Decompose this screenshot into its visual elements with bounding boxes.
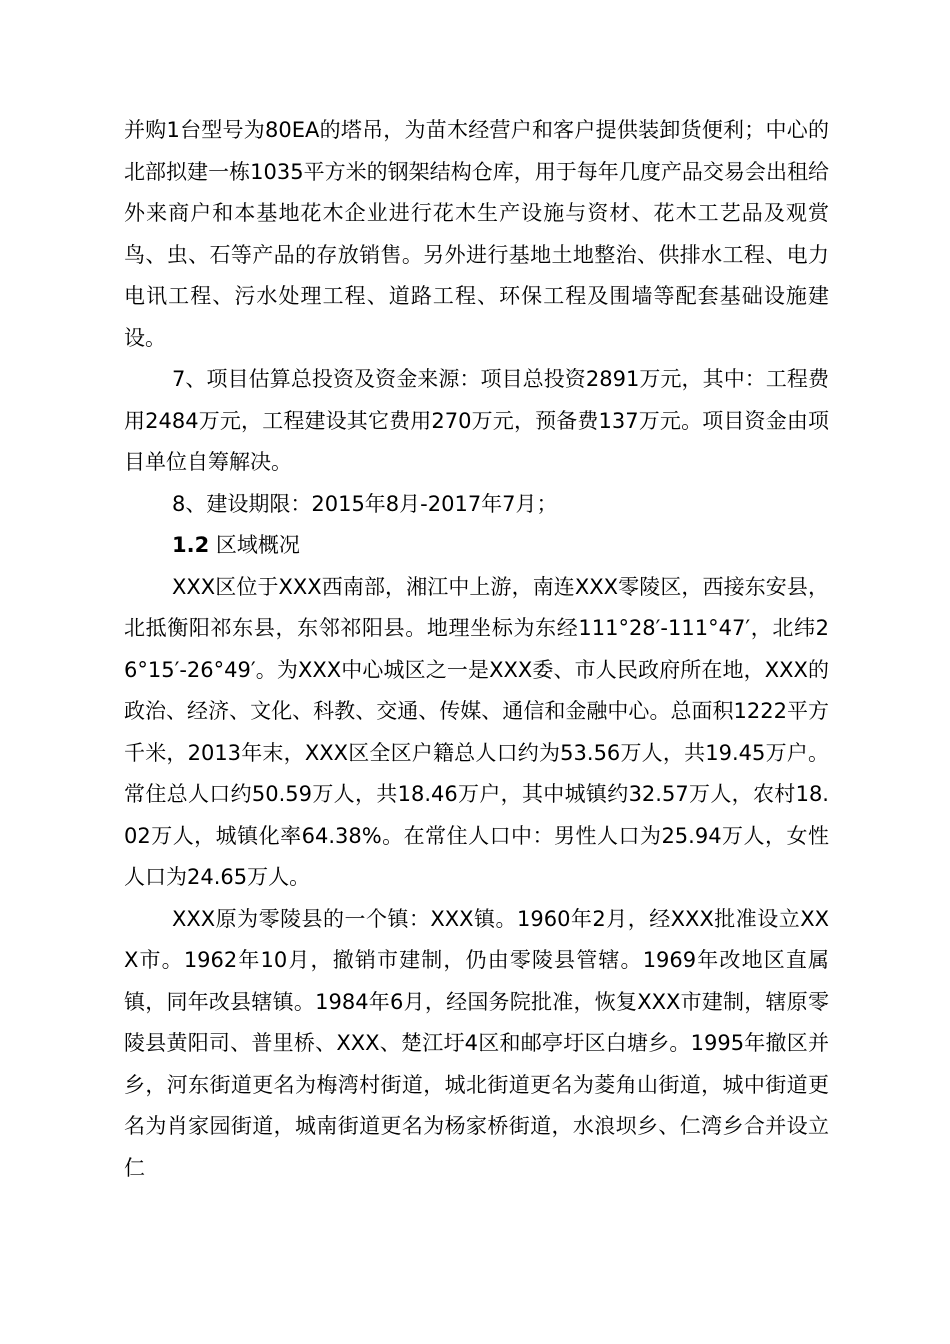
section-number: 1.2 bbox=[172, 533, 210, 557]
paragraph-facilities: 并购1台型号为80EA的塔吊，为苗木经营户和客户提供装卸货便利；中心的北部拟建一栋1035平方米的钢架结构仓库，用于每年几度产品交易会出租给外来商户和本基地花木企业进行花木生产设施与资材、花木工艺品及观赏鸟、虫、石等产品的存放销售。另外进行基地土地整治、供排水工程、电力电讯工程、污水处理工程、道路工程、环保工程及围墙等配套基础设施建设。 bbox=[124, 118, 829, 350]
paragraph-investment: 7、项目估算总投资及资金来源：项目总投资2891万元，其中：工程费用2484万元，工程建设其它费用270万元，预备费137万元。项目资金由项目单位自筹解决。 bbox=[124, 367, 829, 474]
section-title: 区域概况 bbox=[215, 533, 300, 557]
paragraph-construction-period: 8、建设期限：2015年8月-2017年7月； bbox=[172, 491, 558, 516]
paragraph-region-overview: XXX区位于XXX西南部，湘江中上游，南连XXX零陵区，西接东安县，北抵衡阳祁东县，东邻祁阳县。地理坐标为东经111°28′-111°47′，北纬26°15′-26°49′。为XXX中心城区之一是XXX委、市人民政府所在地，XXX的政治、经济、文化、科教、交通、传媒、通信和金融中心。总面积1222平方千米，2013年末，XXX区全区户籍总人口约为53.56万人，共19.45万户。常住总人口约50.59万人，共18.46万户，其中城镇约32.57万人，农村18.02万人，城镇化率64.38%。在常住人口中：男性人口为25.94万人，女性人口为24.65万人。 bbox=[124, 574, 829, 889]
document-page bbox=[124, 110, 829, 1189]
section-heading bbox=[124, 525, 829, 567]
paragraph-history: XXX原为零陵县的一个镇：XXX镇。1960年2月，经XXX批准设立XXX市。1962年10月，撤销市建制，仍由零陵县管辖。1969年改地区直属镇，同年改县辖镇。1984年6月，经国务院批准，恢复XXX市建制，辖原零陵县黄阳司、普里桥、XXX、楚江圩4区和邮亭圩区白塘乡。1995年撤区并乡，河东街道更名为梅湾村街道，城北街道更名为菱角山街道，城中街道更名为肖家园街道，城南街道更名为杨家桥街道，水浪坝乡、仁湾乡合并设立仁 bbox=[124, 906, 829, 1180]
